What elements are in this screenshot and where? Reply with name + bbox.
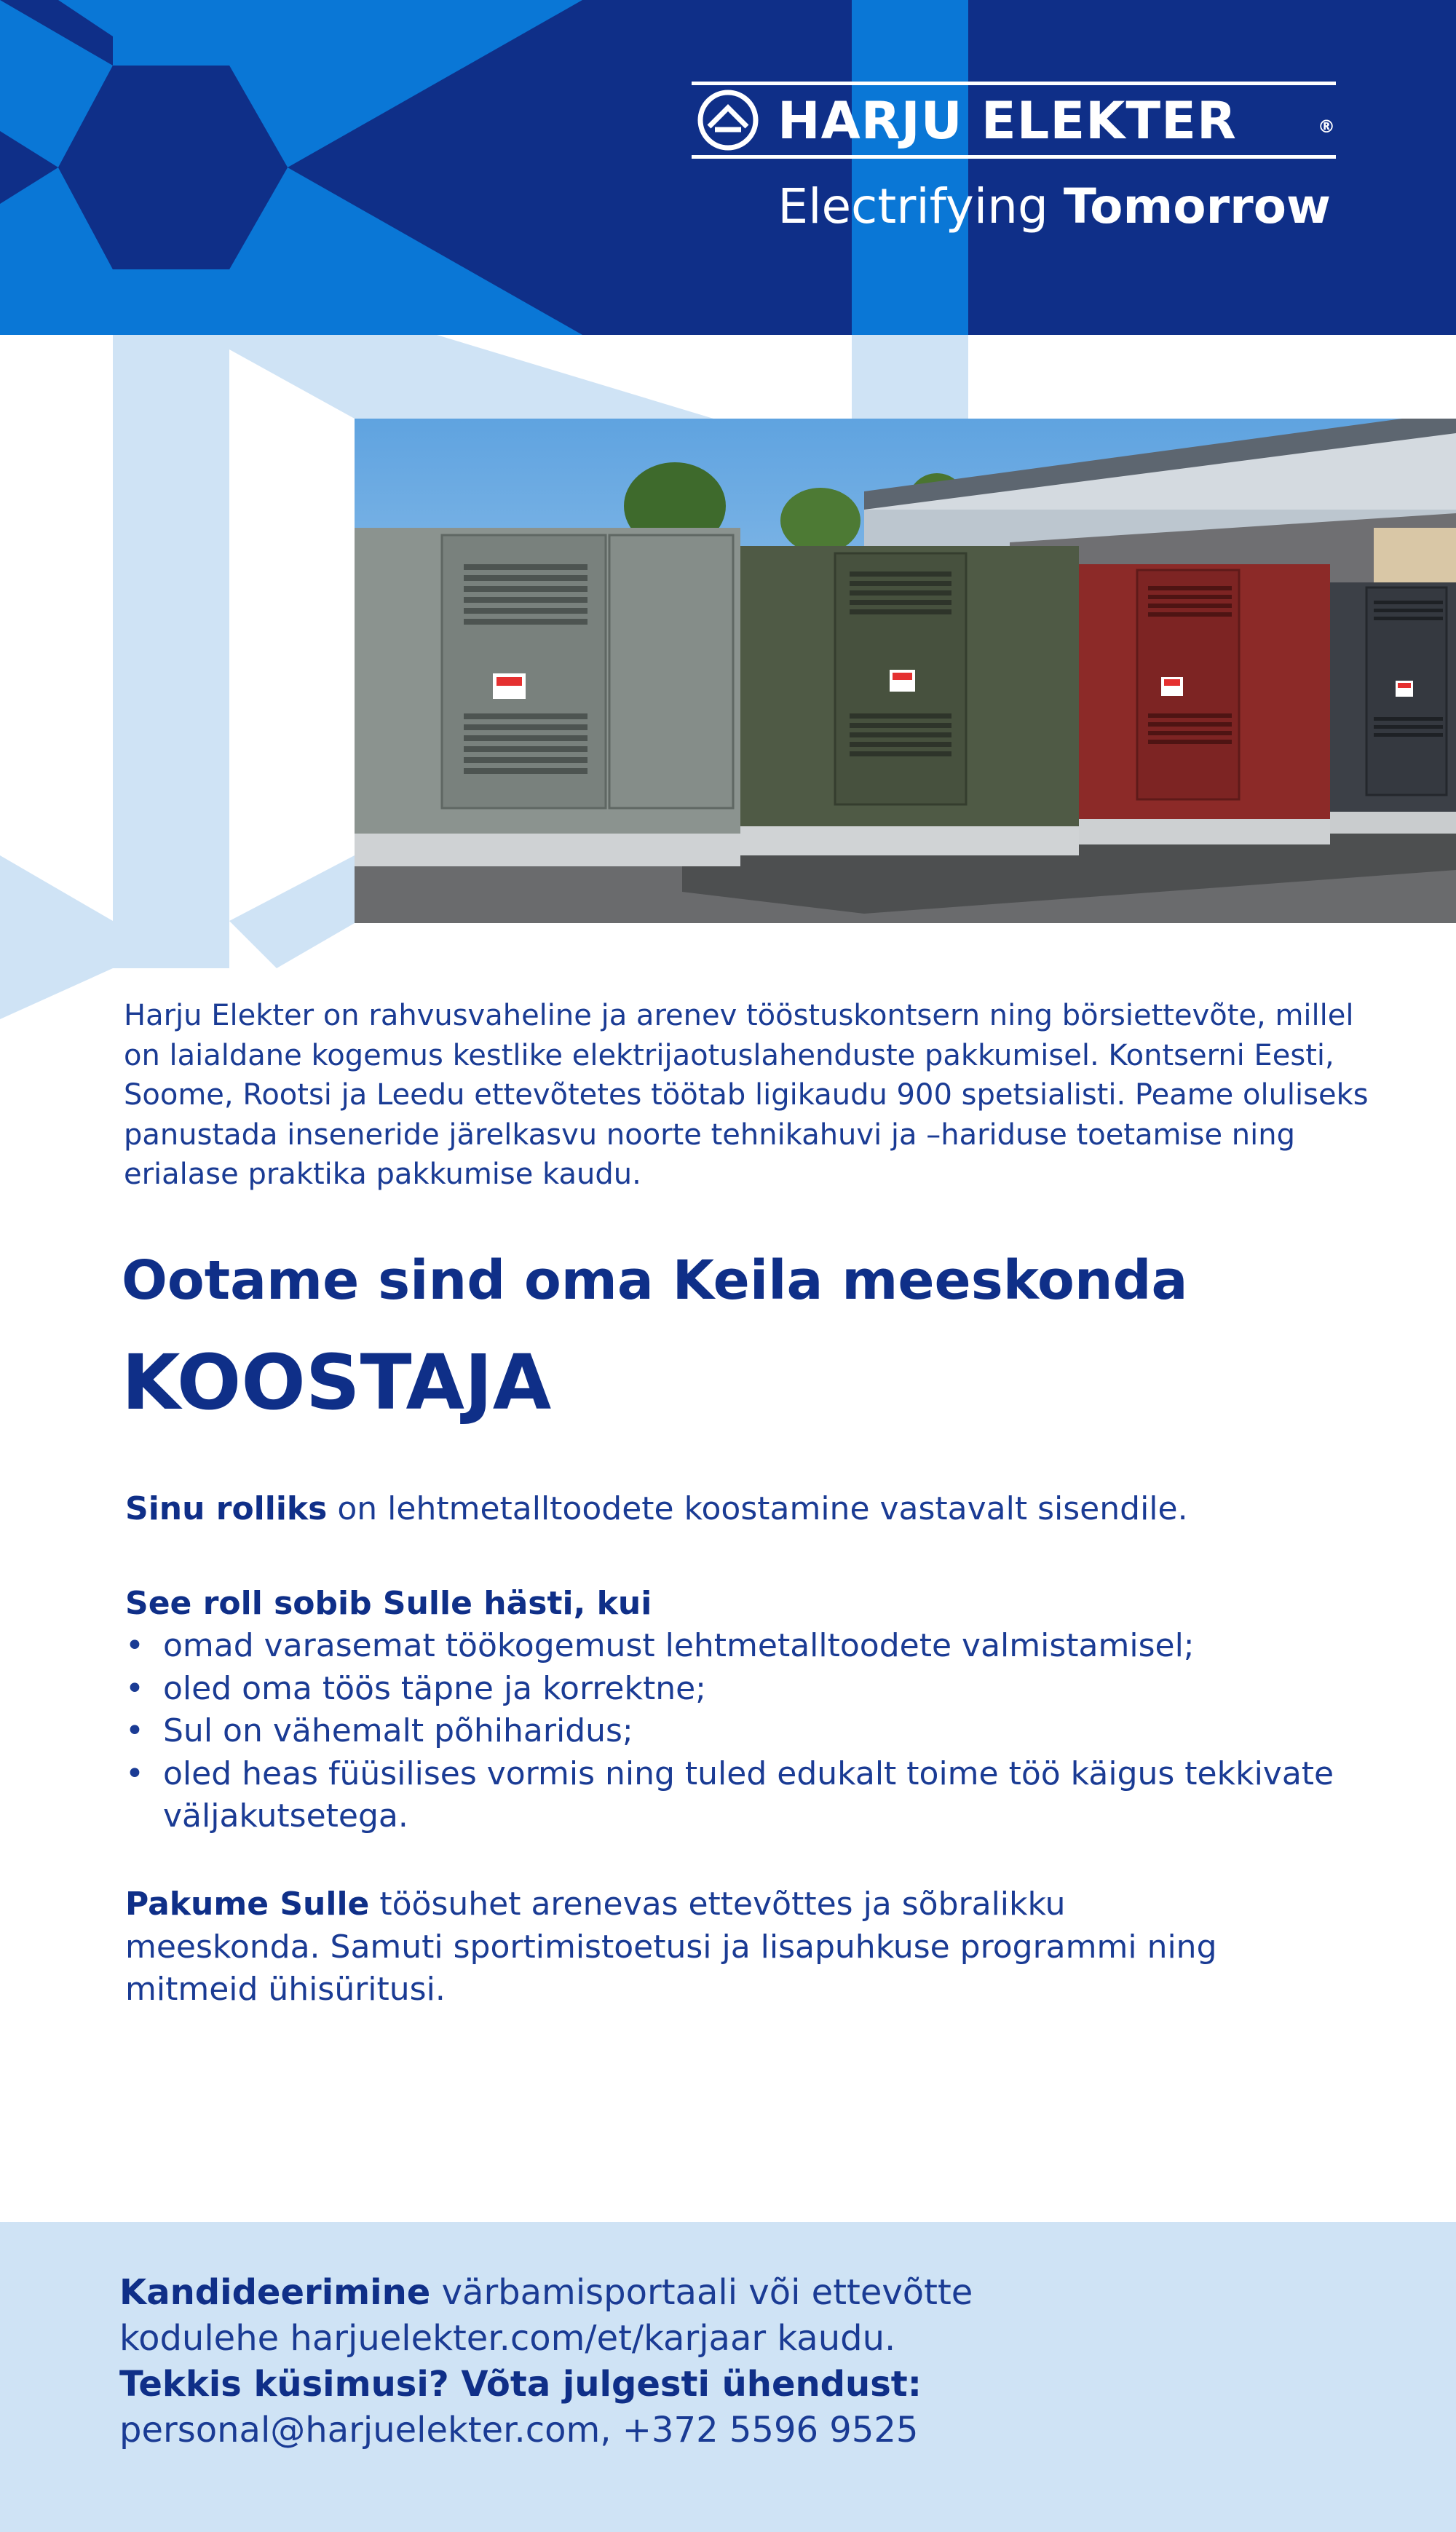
contact-heading: Tekkis küsimusi? Võta julgesti ühendust: xyxy=(119,2364,922,2405)
apply-lead: Kandideerimine xyxy=(119,2272,431,2313)
tagline xyxy=(778,178,1331,234)
substations-photo xyxy=(355,419,1456,923)
list-item: • oled oma töös täpne ja korrektne; xyxy=(125,1668,1377,1711)
company-logo xyxy=(692,82,1336,159)
list-item: • Sul on vähemalt põhiharidus; xyxy=(125,1710,1377,1753)
bullet: • xyxy=(125,1754,144,1792)
registered-mark: ® xyxy=(1318,116,1335,137)
logo-bottom-line xyxy=(692,155,1336,159)
footer-contact: Kandideerimine värbamisportaali või ettevõtte kodulehe harjuelekter.com/et/karjaar kaudu. Tekkis küsimusi? Võta julgesti ühendust: personal@harjuelekter.com, +372 5596 9525 xyxy=(119,2272,973,2450)
offer-lead: Pakume Sulle xyxy=(125,1886,370,1923)
logo-emblem-icon xyxy=(693,89,763,151)
company-intro: Harju Elekter on rahvusvaheline ja arenev tööstuskontsern ning börsiettevõte, millel on laialdane kogemus kestlike elektrijaotuslahenduste pakkumisel. Kontserni Eesti, Soome, Rootsi ja Leedu ettevõtetes töötab ligikaudu 900 spetsialisti. Peame oluliseks panustada inseneride järelkasvu noorte tehnikahuvi ja –hariduse toetamise ning erialase praktika pakkumise kaudu. xyxy=(124,999,1369,1191)
requirements-list xyxy=(125,1625,1377,1838)
page-heading: Ootame sind oma Keila meeskonda xyxy=(122,1249,1188,1312)
offer-description: Pakume Sulle töösuhet arenevas ettevõttes ja sõbralikku meeskonda. Samuti sportimistoetusi ja lisapuhkuse programmi ning mitmeid ühisüritusi. xyxy=(125,1886,1217,2008)
bullet: • xyxy=(125,1627,144,1664)
role-lead: Sinu rolliks xyxy=(125,1490,328,1527)
contact-details[interactable]: personal@harjuelekter.com, +372 5596 9525 xyxy=(119,2410,919,2450)
logo-wordmark: HARJU ELEKTER xyxy=(778,91,1237,151)
role-text: on lehtmetalltoodete koostamine vastavalt sisendile. xyxy=(327,1490,1188,1527)
career-link-text[interactable]: kodulehe harjuelekter.com/et/karjaar kaudu. xyxy=(119,2318,896,2359)
requirements-heading: See roll sobib Sulle hästi, kui xyxy=(125,1585,652,1622)
list-item: • oled heas füüsilises vormis ning tuled edukalt toime töö käigus tekkivate väljakutsetega. xyxy=(125,1753,1377,1838)
tagline-bold: Tomorrow xyxy=(1063,178,1331,234)
list-item: • omad varasemat töökogemust lehtmetalltoodete valmistamisel; xyxy=(125,1625,1377,1668)
logo-top-line xyxy=(692,82,1336,85)
job-title: KOOSTAJA xyxy=(122,1338,552,1427)
bullet: • xyxy=(125,1669,144,1707)
bullet: • xyxy=(125,1712,144,1749)
tagline-light: Electrifying xyxy=(778,178,1048,234)
role-description xyxy=(125,1488,1363,1531)
